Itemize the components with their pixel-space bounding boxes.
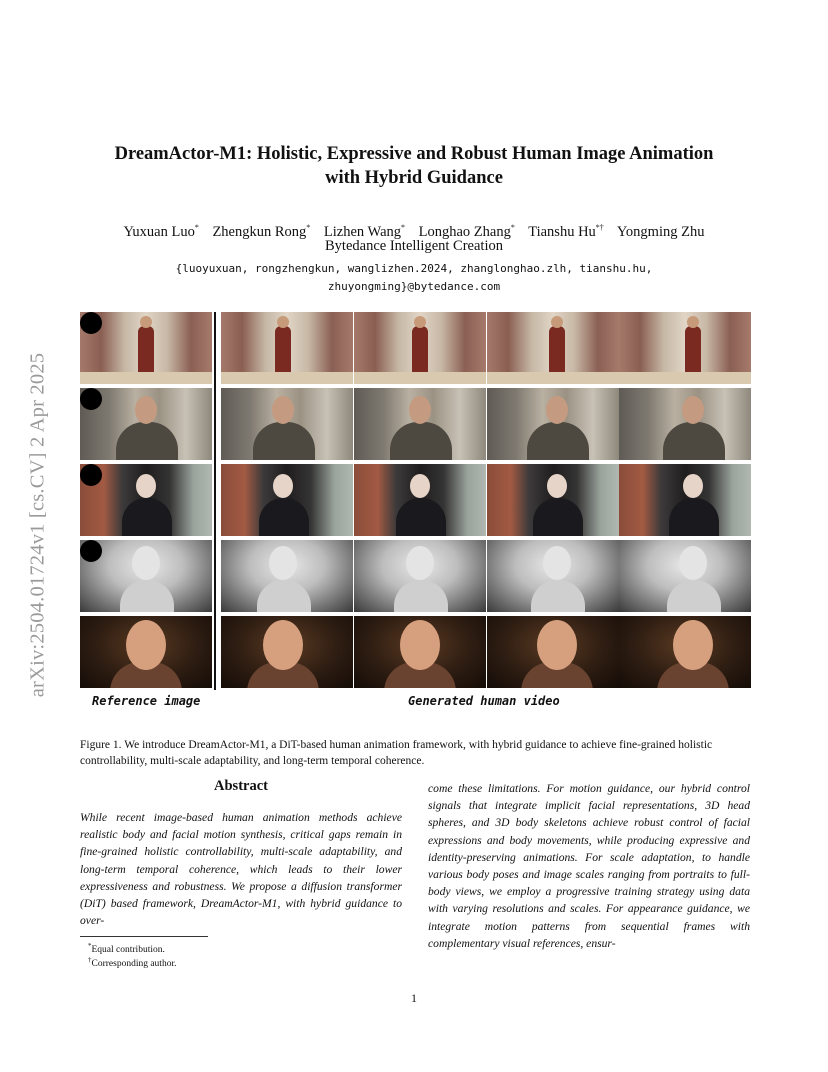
generated-frame-photo — [354, 464, 486, 536]
title-line-2: with Hybrid Guidance — [325, 168, 503, 188]
reference-image-label: Reference image — [92, 694, 201, 708]
generated-frame-photo — [221, 312, 353, 384]
generated-frame-photo — [221, 464, 353, 536]
generated-video-label: Generated human video — [408, 694, 560, 708]
abstract-text-right: come these limitations. For motion guidance, our hybrid control signals that integrate implicit facial representations, 3D head spheres, and 3D body skeletons achieve robust control of facial expressions and body movements, while producing expressive and identity-preserving animations. For scale adaptation, to handle various body poses and image scales ranging from portraits to full-body views, we employ a progressive training strategy using data with varying resolutions and scales. For appearance guidance, we integrate motion patterns from sequential frames with complementary visual references, ensur- — [428, 782, 750, 950]
reference-photo — [80, 464, 212, 536]
arxiv-sidebar-stamp — [18, 290, 58, 760]
generated-frame-photo — [354, 312, 486, 384]
generated-frame-photo — [487, 464, 619, 536]
author: Yongming Zhu — [616, 223, 705, 240]
generated-frame-photo — [221, 540, 353, 612]
author-emails — [60, 260, 768, 296]
abstract-right-column — [428, 778, 750, 952]
generated-frame-photo — [487, 312, 619, 384]
generated-frame-photo — [487, 388, 619, 460]
arxiv-identifier: arXiv:2504.01724v1 [cs.CV] 2 Apr 2025 — [26, 352, 49, 698]
generated-frame-photo — [619, 540, 751, 612]
abstract-left-column — [80, 778, 402, 929]
generated-frame-photo — [619, 312, 751, 384]
author: Longhao Zhang* — [418, 223, 515, 240]
reference-photo — [80, 312, 212, 384]
author: Lizhen Wang* — [323, 223, 406, 240]
reference-divider — [214, 312, 216, 690]
page-number: 1 — [411, 991, 417, 1005]
affiliation: Bytedance Intelligent Creation — [325, 238, 503, 254]
generated-frame-photo — [619, 616, 751, 688]
generated-frame-photo — [354, 540, 486, 612]
generated-frame-photo — [619, 464, 751, 536]
emails-line-1: {luoyuxuan, rongzhengkun, wanglizhen.2024, zhanglonghao.zlh, tianshu.hu, — [175, 262, 653, 275]
generated-frame-photo — [487, 616, 619, 688]
abstract-text-left: While recent image-based human animation methods achieve realistic body and facial motion synthesis, critical gaps remain in fine-grained holistic controllability, multi-scale adaptability, and long-term temporal coherence, which leads to their lower expressiveness and robustness. We propose a diffusion transformer (DiT) based framework, DreamActor-M1, with hybrid guidance to over- — [80, 811, 402, 928]
generated-frame-photo — [221, 616, 353, 688]
generated-frame-photo — [354, 388, 486, 460]
generated-frame-photo — [487, 540, 619, 612]
emails-line-2: zhuyongming}@bytedance.com — [327, 280, 501, 293]
footnote-equal-contribution: *Equal contribution. — [88, 942, 165, 956]
generated-frame-photo — [354, 616, 486, 688]
author: Yuxuan Luo* — [123, 223, 199, 240]
reference-photo — [80, 540, 212, 612]
reference-photo — [80, 616, 212, 688]
title-line-1: DreamActor-M1: Holistic, Expressive and Robust Human Image Animation — [114, 144, 714, 164]
footnote-corresponding-author: †Corresponding author. — [88, 956, 177, 970]
figure-1-image-grid — [80, 312, 750, 690]
figure-caption: Figure 1. We introduce DreamActor-M1, a DiT-based human animation framework, with hybrid guidance to achieve fine-grained holistic controllability, multi-scale adaptability, and long-term temporal coherence. — [80, 739, 713, 767]
generated-frame-photo — [221, 388, 353, 460]
paper-title — [60, 142, 768, 190]
abstract-heading: Abstract — [214, 778, 268, 794]
generated-frame-photo — [619, 388, 751, 460]
author: Tianshu Hu*† — [528, 223, 604, 240]
reference-photo — [80, 388, 212, 460]
author: Zhengkun Rong* — [212, 223, 311, 240]
footnote-rule — [80, 936, 208, 937]
